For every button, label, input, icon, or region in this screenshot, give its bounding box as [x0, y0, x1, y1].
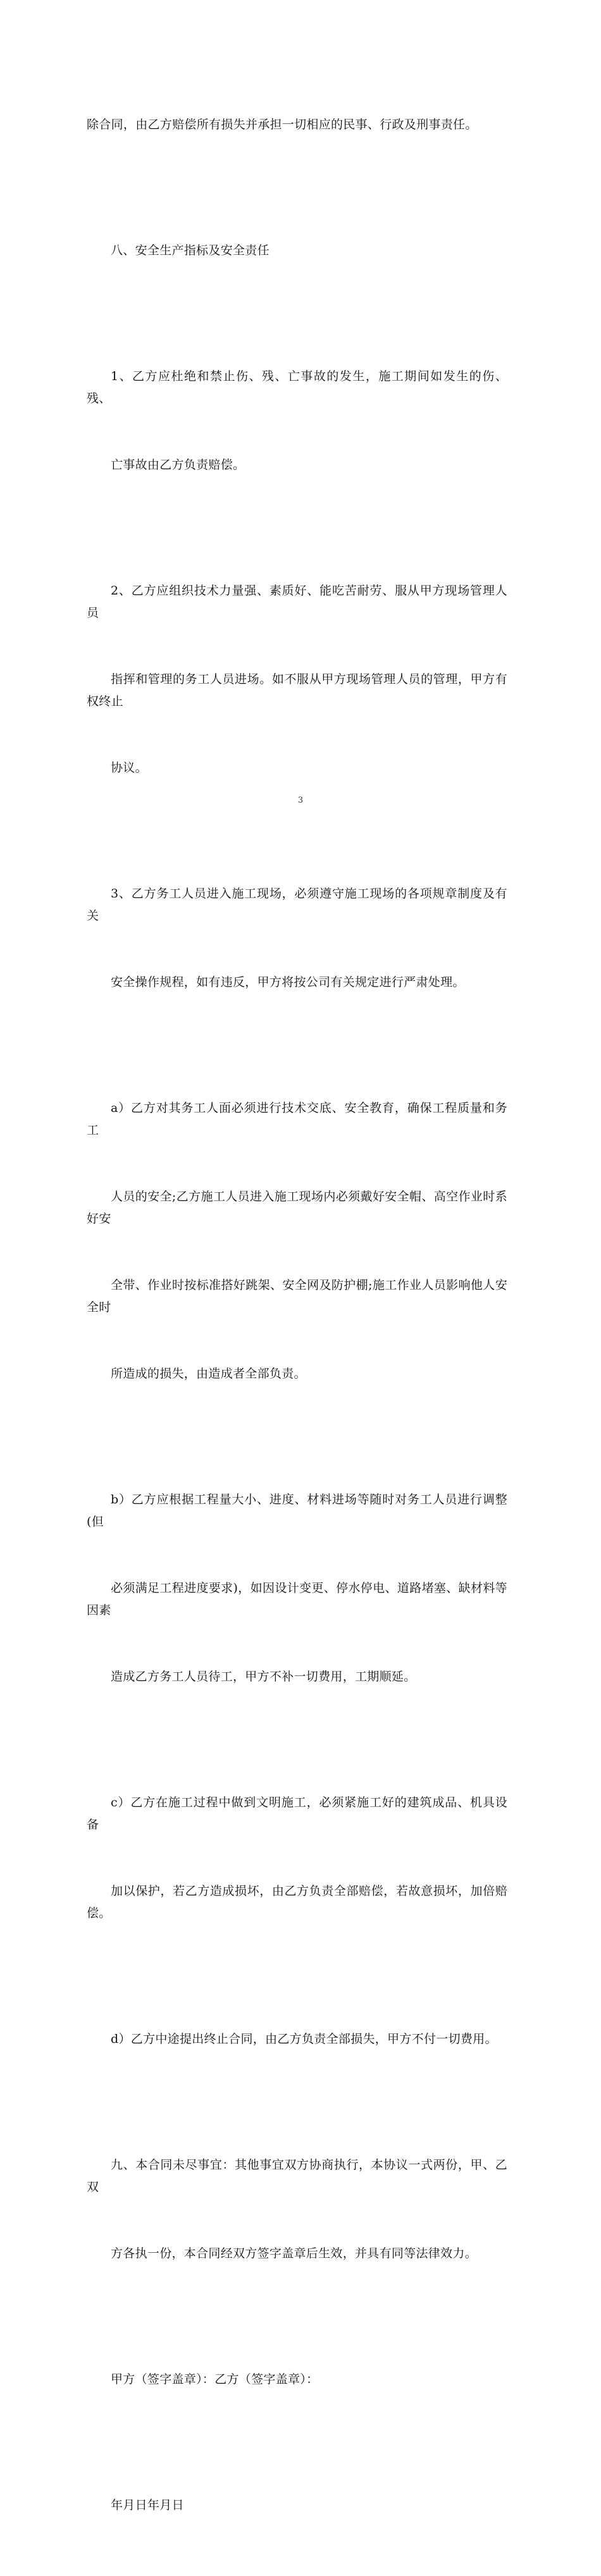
page-number: 3	[297, 796, 304, 805]
text-line: c）乙方在施工过程中做到文明施工，必须紧施工好的建筑成品、机具设备	[87, 1796, 507, 1832]
text-line: 全带、作业时按标准搭好跳架、安全网及防护棚;施工作业人员影响他人安全时	[87, 1278, 507, 1314]
text-line: a）乙方对其务工人面必须进行技术交底、安全教育，确保工程质量和务工	[87, 1101, 507, 1137]
signature-line	[87, 2324, 507, 2435]
clause-2	[87, 536, 507, 823]
text-line: 加以保护，若乙方造成损坏，由乙方负责全部赔偿，若故意损坏，加倍赔偿。	[87, 1884, 507, 1920]
text-line: 八、安全生产指标及安全责任	[111, 243, 270, 257]
text-line: 九、本合同未尽事宜：其他事宜双方协商执行，本协议一式两份，甲、乙双	[87, 2158, 507, 2194]
text-line: 方各执一份，本合同经双方签字盖章后生效，并具有同等法律效力。	[111, 2246, 478, 2260]
text-line: d）乙方中途提出终止合同，由乙方负责全部损失，甲方不付一切费用。	[111, 2032, 497, 2046]
document-body	[87, 70, 507, 2576]
text-line: 甲方（签字盖章）：乙方（签字盖章）：	[111, 2372, 319, 2386]
paragraph-continuation	[87, 70, 507, 180]
section-nine	[87, 2110, 507, 2309]
text-line: 指挥和管理的务工人员进场。如不服从甲方现场管理人员的管理，甲方有权终止	[87, 672, 507, 708]
clause-3	[87, 839, 507, 1038]
text-line: 除合同，由乙方赔偿所有损失并承担一切相应的民事、行政及刑事责任。	[87, 118, 478, 132]
text-line: 年月日年月日	[111, 2498, 184, 2512]
text-line: 造成乙方务工人员待工，甲方不补一切费用，工期顺延。	[111, 1670, 416, 1684]
text-line: 1、乙方应杜绝和禁止伤、残、亡事故的发生，施工期间如发生的伤、残、	[87, 369, 507, 405]
text-line: 所造成的损失，由造成者全部负责。	[111, 1367, 306, 1381]
clause-d	[87, 1984, 507, 2095]
text-line: 人员的安全;乙方施工人员进入施工现场内必须戴好安全帽、高空作业时系好安	[87, 1190, 507, 1226]
date-line	[87, 2450, 507, 2561]
text-line: 安全操作规程，如有违反，甲方将按公司有关规定进行严肃处理。	[111, 975, 465, 989]
text-line: 必须满足工程进度要求)，如因设计变更、停水停电、道路堵塞、缺材料等因素	[87, 1581, 507, 1617]
section-heading-safety	[87, 195, 507, 306]
text-line: b）乙方应根据工程量大小、进度、材料进场等随时对务工人员进行调整(但	[87, 1493, 507, 1529]
clause-a	[87, 1053, 507, 1429]
text-line: 3、乙方务工人员进入施工现场，必须遵守施工现场的各项规章制度及有关	[87, 887, 507, 923]
text-line: 2、乙方应组织技术力量强、素质好、能吃苦耐劳、服从甲方现场管理人员	[87, 584, 507, 620]
text-line: 亡事故由乙方负责赔偿。	[111, 458, 245, 472]
clause-1	[87, 321, 507, 521]
clause-c	[87, 1747, 507, 1969]
text-line: 协议。	[111, 761, 147, 775]
clause-b	[87, 1445, 507, 1732]
